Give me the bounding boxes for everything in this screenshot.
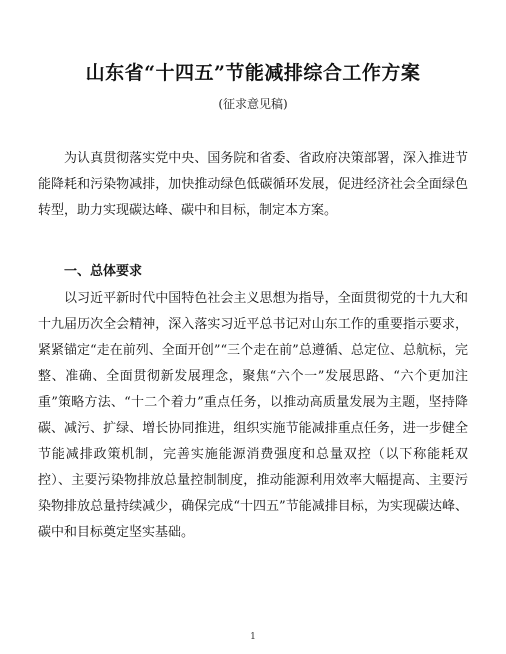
document-title: 山东省“十四五”节能减排综合工作方案 xyxy=(85,62,421,84)
section-heading: 一、总体要求 xyxy=(64,264,143,279)
document-subtitle: (征求意见稿) xyxy=(218,97,288,111)
intro-paragraph: 为认真贯彻落实党中央、国务院和省委、省政府决策部署，深入推进节能降耗和污染物减排，加快推动绿色低碳循环发展，促进经济社会全面绿色转型，助力实现碳达峰、碳中和目标，制定本方案。 xyxy=(38,151,468,218)
page-number: 1 xyxy=(250,632,256,642)
section-paragraph: 以习近平新时代中国特色社会主义思想为指导，全面贯彻党的十九大和十九届历次全会精神，深入落实习近平总书记对山东工作的重要指示要求，紧紧锚定“走在前列、全面开创”“三个走在前”总遵循、总定位、总航标，完整、准确、全面贯彻新发展理念，聚焦“六个一”发展思路、“六个更加注重”策略方法、“十二个着力”重点任务，以推动高质量发展为主题，坚持降碳、减污、扩绿、增长协同推进，组织实施节能减排重点任务，进一步健全节能减排政策机制，完善实施能源消费强度和总量双控（以下称能耗双控）、主要污染物排放总量控制制度，推动能源利用效率大幅提高、主要污染物排放总量持续减少，确保完成“十四五”节能减排目标，为实现碳达峰、碳中和目标奠定坚实基础。 xyxy=(38,291,468,540)
